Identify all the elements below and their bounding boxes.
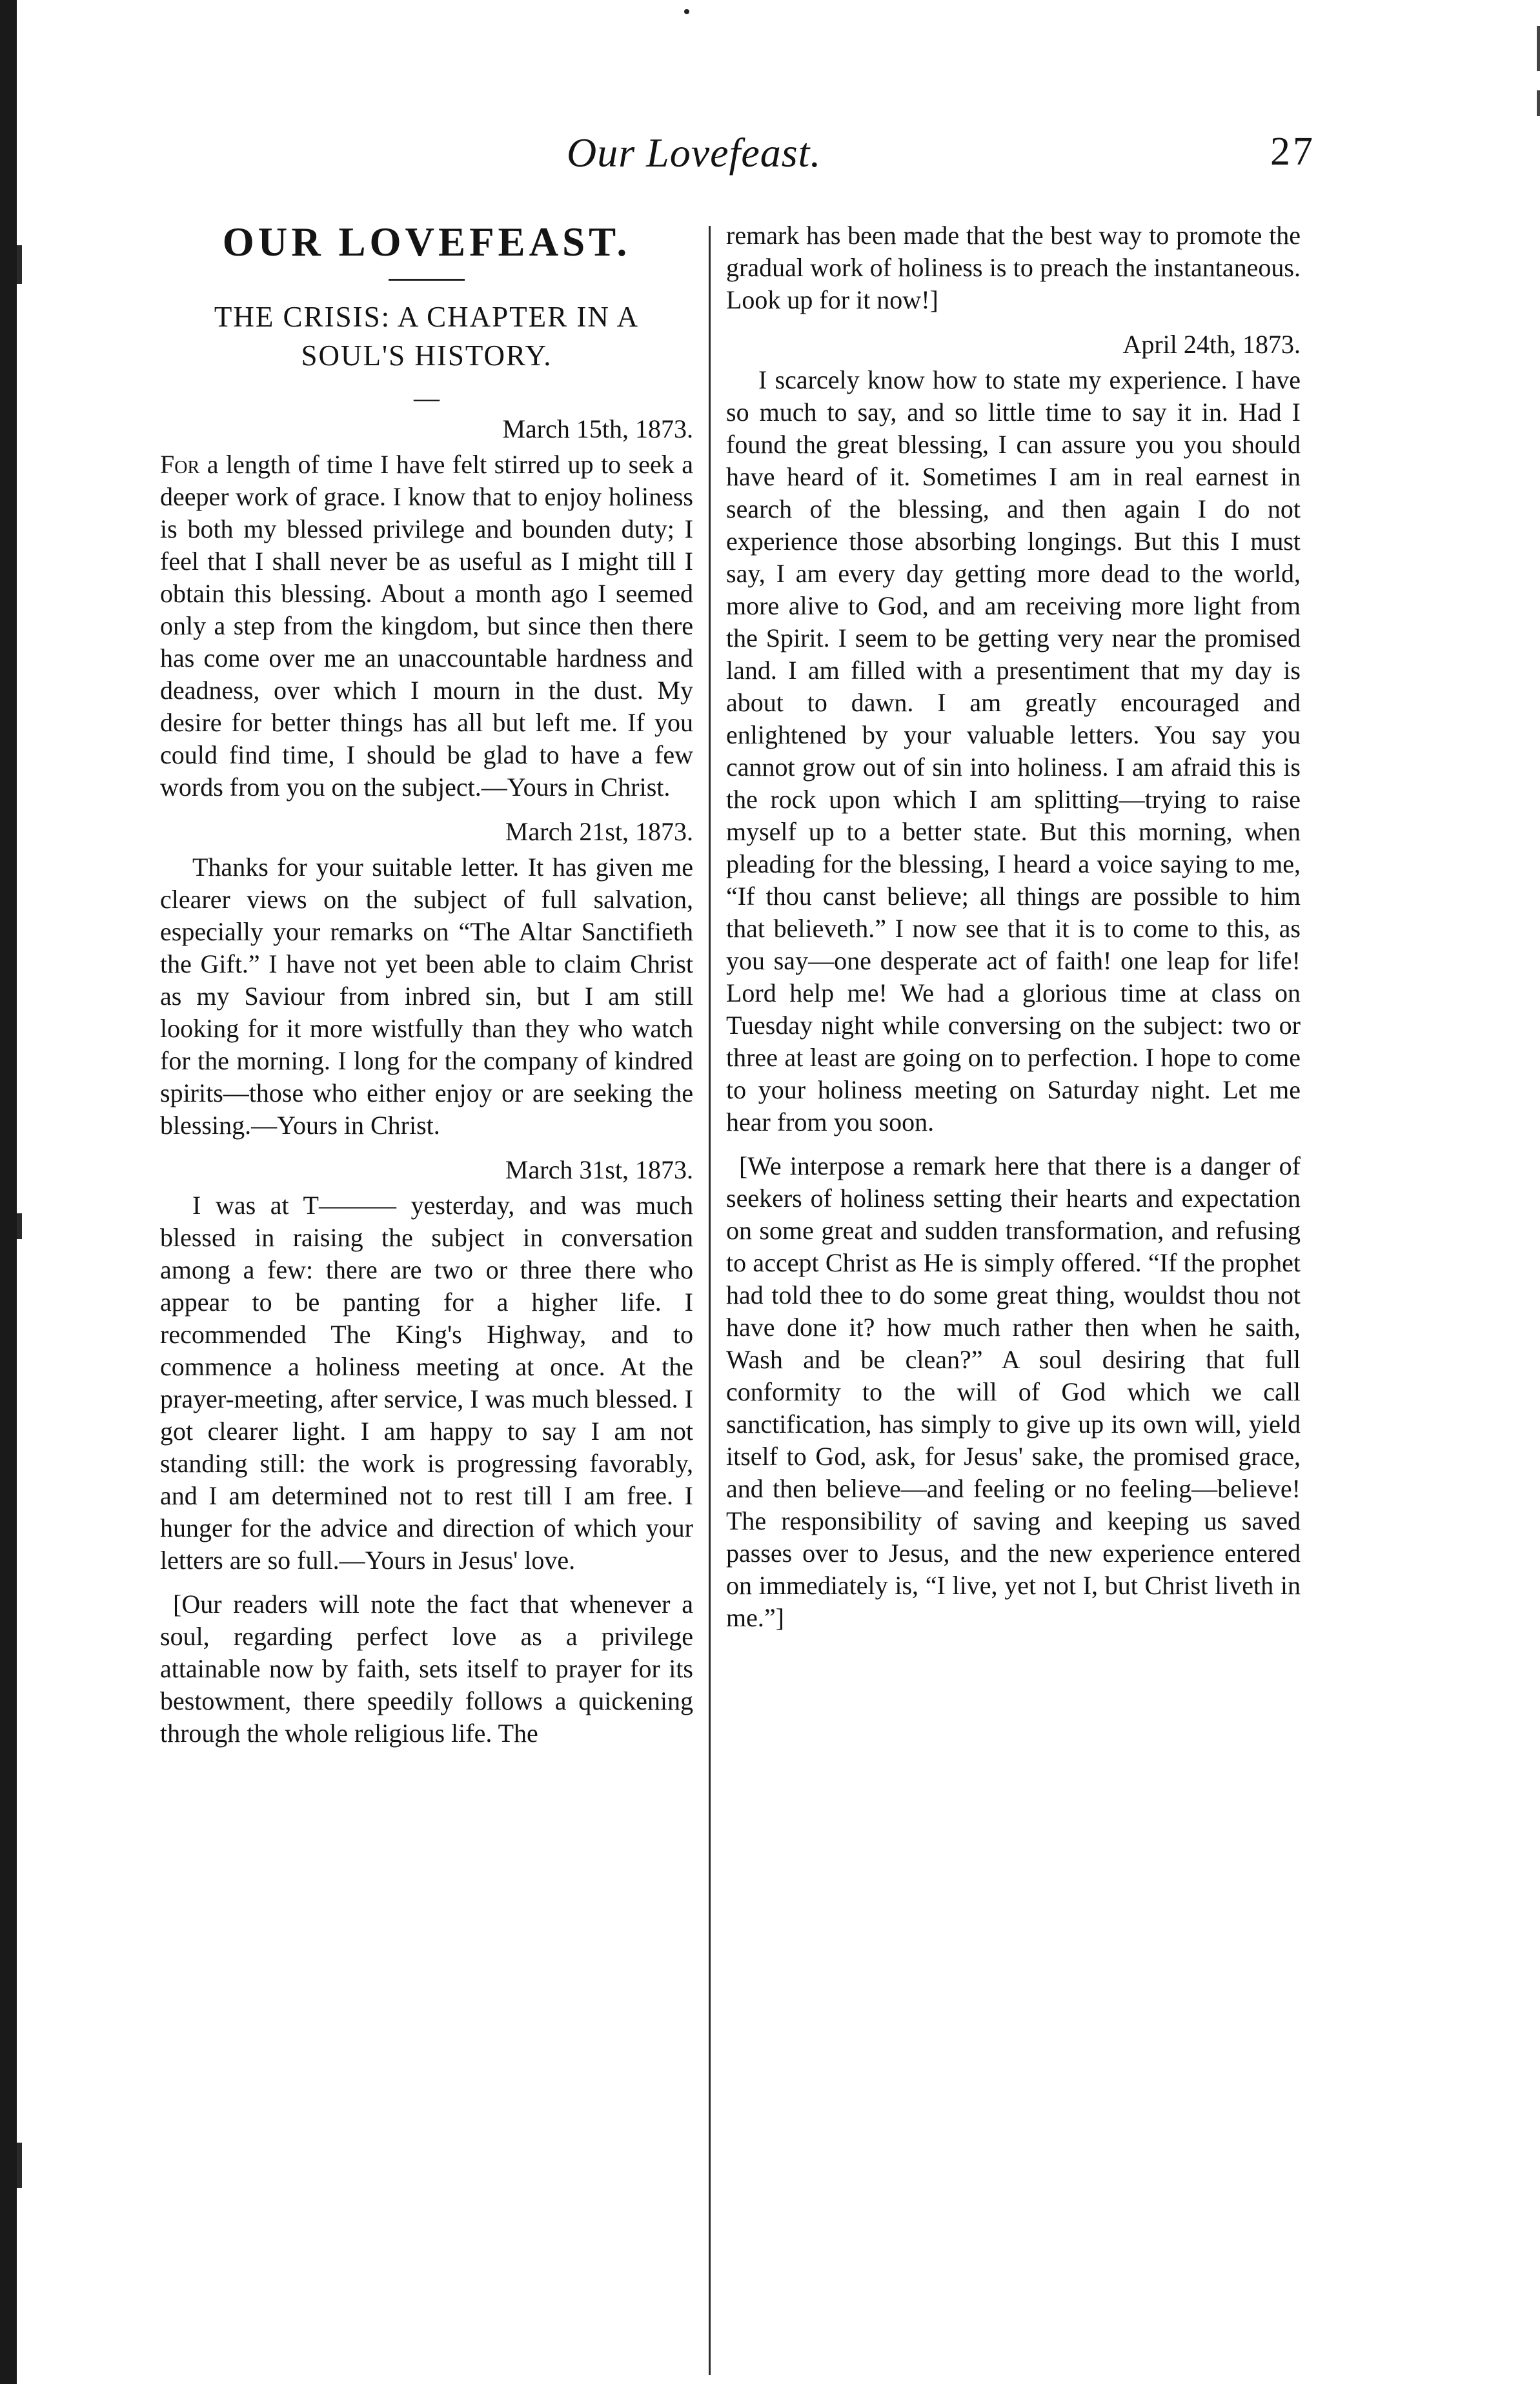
binding-speck: [17, 2143, 22, 2188]
letter-date: March 15th, 1873.: [502, 414, 693, 443]
left-column: [160, 219, 693, 1761]
article-subtitle: [160, 298, 693, 375]
page-number: 27: [1270, 130, 1315, 174]
binding-speck: [17, 1213, 22, 1239]
title-rule: [389, 279, 465, 281]
letter-date: March 21st, 1873.: [505, 817, 693, 846]
letter-body: Thanks for your suitable letter. It has given me clearer views on the subject of full salvation, especially your remarks on “The Altar Sanctifieth the Gift.” I have not yet been able to claim Christ as my Saviour from inbred sin, but I am still looking for it more wistfully than they who watch for the morning. I long for the company of kindred spirits—those who either enjoy or are seeking the blessing.—Yours in Christ.: [160, 853, 693, 1140]
section-dash: —: [414, 383, 440, 412]
subtitle-line: THE CRISIS: A CHAPTER IN A: [214, 301, 640, 333]
ink-dot: [684, 9, 689, 14]
letter-date: April 24th, 1873.: [1122, 330, 1301, 359]
article-title: OUR LOVEFEAST.: [222, 219, 631, 265]
editor-note: [We interpose a remark here that there is a danger of seekers of holiness setting their hearts and expectation on some great and sudden transformation, and refusing to accept Christ as He is simply offered. “If the prophet had told thee to do some great thing, wouldst thou not have done it? how much rather then when he saith, Wash and be clean?” A soul desiring that full conformity to the will of God which we call sanctification, has simply to give up its own will, yield itself to God, ask, for Jesus' sake, the promised grace, and then believe—and feeling or no feeling—believe! The responsibility of saving and keeping us saved passes over to Jesus, and the new experience entered on immediately is, “I live, yet not I, but Christ liveth in me.”]: [726, 1151, 1301, 1632]
column-end-rule: [709, 2349, 711, 2375]
letter-body: I was at T——— yesterday, and was much blessed in raising the subject in conversation among a few: there are two or three there who appear to be panting for a higher life. I recommended The King's Highway, and to commence a holiness meeting at once. At the prayer-meeting, after service, I was much blessed. I got clearer light. I am happy to say I am not standing still: the work is progressing favorably, and I am determined not to rest till I am free. I hunger for the advice and direction of which your letters are so full.—Yours in Jesus' love.: [160, 1191, 693, 1575]
letter-body: [160, 449, 693, 803]
subtitle-line: SOUL'S HISTORY.: [301, 339, 552, 372]
edge-mark: [1537, 90, 1540, 116]
column-divider: [709, 226, 711, 2375]
running-title: Our Lovefeast.: [567, 130, 822, 176]
editor-note: [Our readers will note the fact that whenever a soul, regarding perfect love as a privilege attainable now by faith, sets itself to prayer for its bestowment, there speedily follows a quickening through the whole religious life. The: [160, 1590, 693, 1748]
letter-body: I scarcely know how to state my experience. I have so much to say, and so little time to say it in. Had I found the great blessing, I can assure you you should have heard of it. Sometimes I am in real earnest in search of the blessing, and then again I do not experience those absorbing longings. But this I must say, I am every day getting more dead to the world, more alive to God, and am receiving more light from the Spirit. I seem to be getting very near the promised land. I am filled with a presentiment that my day is about to dawn. I am greatly encouraged and enlightened by your valuable letters. You say you cannot grow out of sin into holiness. I am afraid this is the rock upon which I am splitting—trying to raise myself up to a better state. But this morning, when pleading for the blessing, I heard a voice saying to me, “If thou canst believe; all things are possible to him that believeth.” I now see that it is to come to this, as you say—one desperate act of faith! one leap for life! Lord help me! We had a glorious time at class on Tuesday night while conversing on the subject: two or three at least are going on to perfection. I hope to come to your holiness meeting on Saturday night. Let me hear from you soon.: [726, 365, 1301, 1136]
opening-word: For: [160, 450, 200, 479]
letter-date: March 31st, 1873.: [505, 1155, 693, 1184]
page-binding-edge: [0, 0, 17, 2384]
edge-mark: [1537, 26, 1540, 71]
letter-text: a length of time I have felt stirred up to seek a deeper work of grace. I know that to enjoy holiness is both my blessed privilege and bounden duty; I feel that I shall never be as useful as I might till I obtain this blessing. About a month ago I seemed only a step from the kingdom, but since then there has come over me an unaccountable hardness and deadness, over which I mourn in the dust. My desire for better things has all but left me. If you could find time, I should be glad to have a few words from you on the subject.—Yours in Christ.: [160, 450, 693, 802]
editor-note-continued: remark has been made that the best way to promote the gradual work of holiness is to preach the instantaneous. Look up for it now!]: [726, 221, 1301, 314]
binding-speck: [17, 245, 22, 284]
right-column: [726, 219, 1301, 1646]
